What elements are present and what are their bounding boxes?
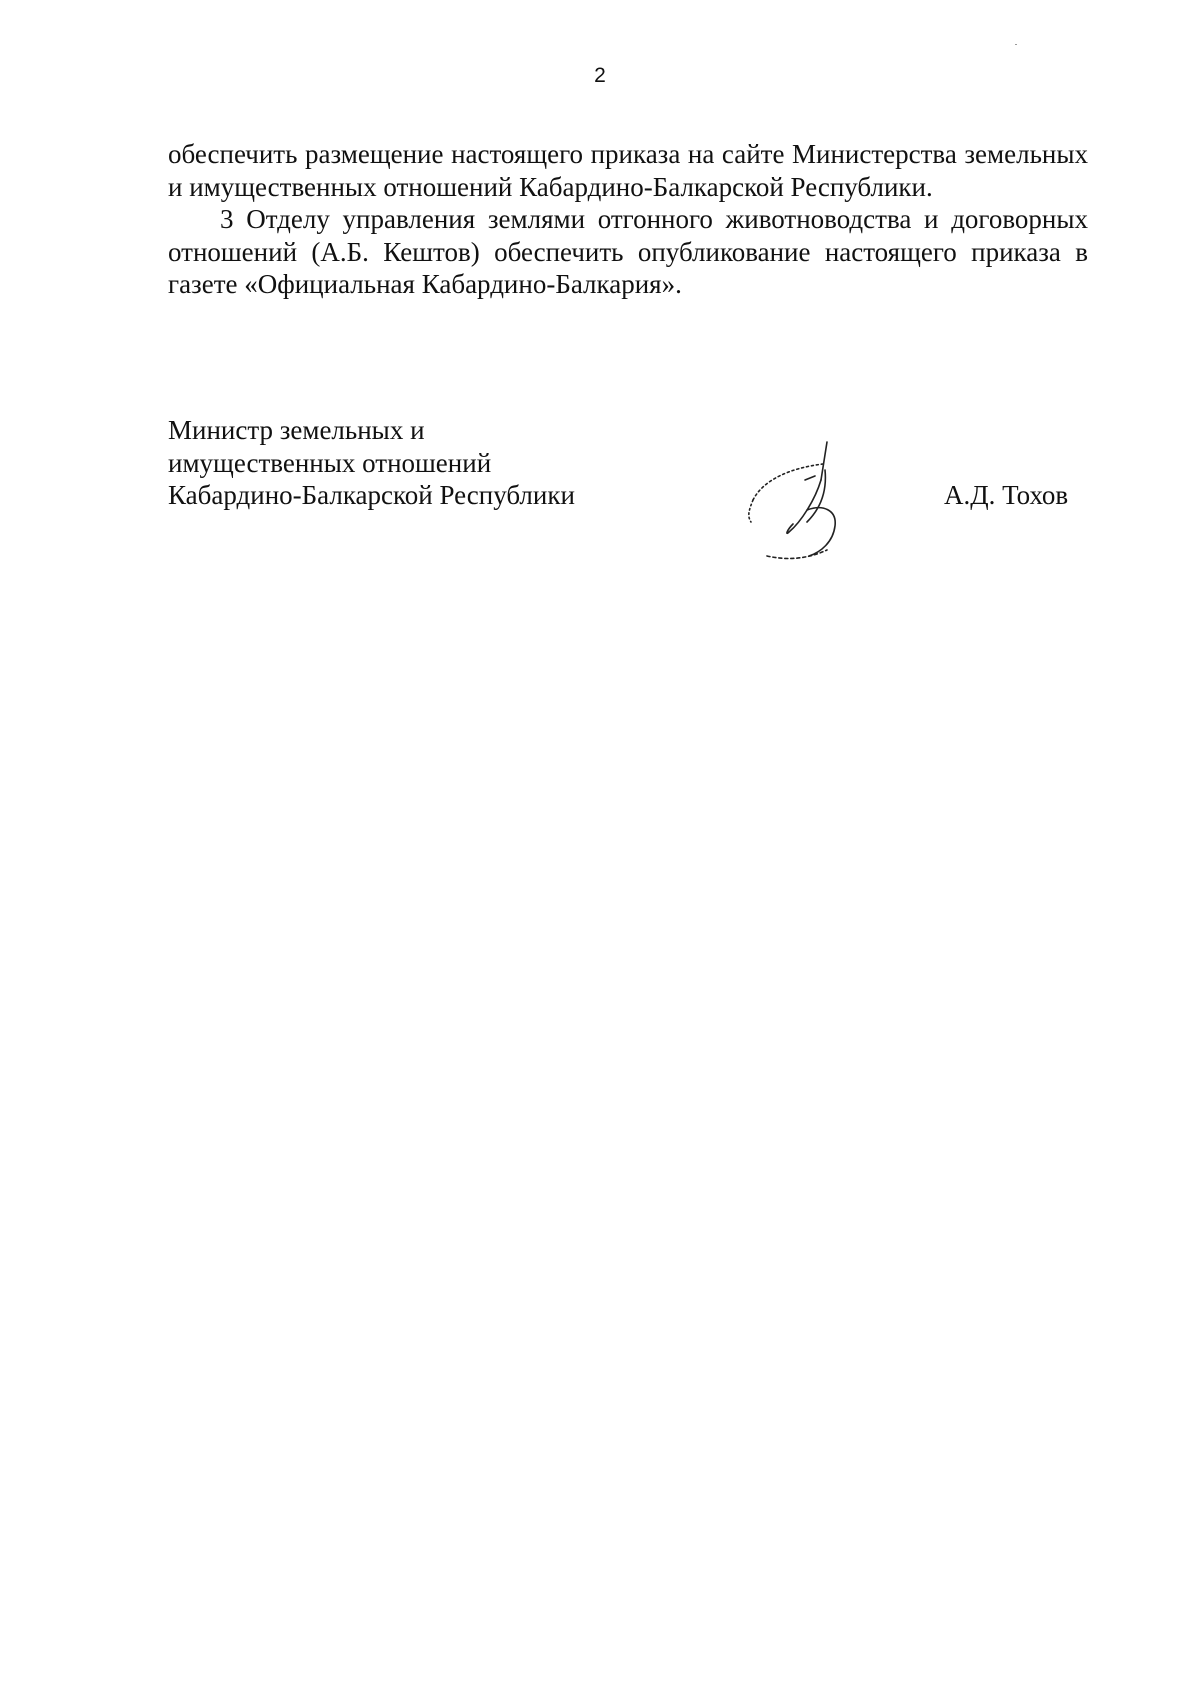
handwritten-signature: [745, 440, 865, 580]
page-number: 2: [594, 64, 606, 87]
document-body: [168, 138, 1088, 301]
scan-speck: [1015, 44, 1017, 45]
signatory-title: [168, 414, 575, 512]
signatory-title-line-3: Кабардино-Балкарской Республики: [168, 480, 575, 510]
paragraph-continuation: обеспечить размещение настоящего приказа на сайте Министерства земельных и имущественных отношений Кабардино-Балкарской Республики.: [168, 139, 1088, 202]
signatory-title-line-2: имущественных отношений: [168, 447, 492, 478]
signatory-title-line-1: Министр земельных и: [168, 415, 425, 445]
signer-name: А.Д. Тохов: [944, 480, 1069, 510]
paragraph-item-3: 3 Отделу управления землями отгонного животноводства и договорных отношений (А.Б. Кештов) обеспечить опубликование настоящего приказа в газете «Официальная Кабардино-Балкария».: [168, 204, 1088, 299]
